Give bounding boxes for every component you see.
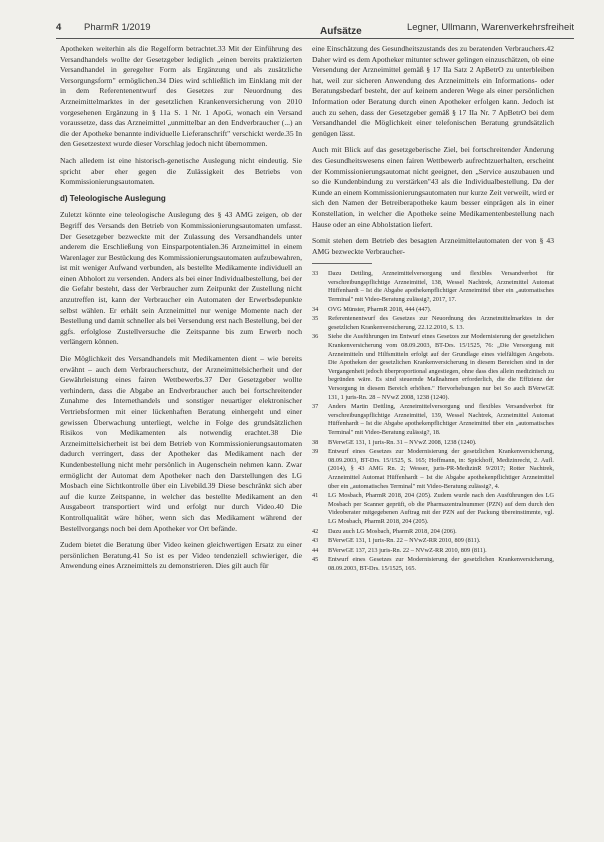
footnote-text: Anders Martin Dettling, Arzneimittelversorgung und flexibles Versandverbot für verschreibungspflichtige Arzneimittel, 139, Wessel Nachtrek, Arzneimittel Automat Hüffenhardt – Ist die Abgabe apothekenpflichtiger Arzneimittel über ein „automatisches Terminal" mit Video-Beratung zulässig?, 18. [328, 403, 554, 436]
footnote [312, 537, 554, 546]
footnote [312, 528, 554, 537]
paragraph: eine Einschätzung des Gesundheitszustands des zu beratenden Verbrauchers.42 Daher wird es dem Apotheker mitunter schwer gelingen einzuschätzen, ob eine Versendung der Arzneimittel gemäß § 17 IIa Satz 2 ApBetrO zu unterbleiben hat, weil zur sicheren Anwendung des Arzneimittels ein Informations- oder Beratungsbedarf besteht, der auf keinem anderen Wege als einer persönlichen Information oder Beratung durch einen Apotheker erfolgen kann. Jedoch ist auch zu sehen, dass der Gesetzgeber gemäß § 17 IIa Nr. 7 ApBetrO bei dem Versandhandel die Möglichkeit einer telefonischen Beratung grundsätzlich genügen lässt. [312, 44, 554, 138]
footnote-number: 42 [312, 527, 319, 535]
footnote-number: 43 [312, 537, 319, 545]
footnote [312, 439, 554, 448]
paragraph: Apotheken weiterhin als die Regelform betrachtet.33 Mit der Einführung des Versandhandels wollte der Gesetzgeber lediglich „einen bereits praktizierten Versandhandel in geregelter Form als Ergänzung und als zusätzliche Versorgungsform" ermöglichen.34 Dies wird schließlich im Einklang mit der in dem Referentenentwurf des Gesetzes zur Neuordnung des Arzneimittelmarktes in der gesetzlichen Krankenversicherung von 2010 vorgesehenen Ergänzung in § 11a S. 1 Nr. 1 ApoG, wonach ein Versand voraussetze, dass das Arzneimittel „unmittelbar an den Endverbraucher (...) an die der Apotheke benannte individuelle Lieferanschrift" verschickt werde.35 In den Gesetzestext wurde dieser Vorschlag jedoch nicht übernommen. [60, 44, 302, 149]
running-authors: Legner, Ullmann, Warenverkehrsfreiheit [406, 22, 574, 33]
footnote-text: Entwurf eines Gesetzes zur Modernisierung der gesetzlichen Krankenversicherung, 08.09.2003, BT-Drs. 15/1525, S. 165; Hoffmann, in: Spickhoff, Medizinrecht, 2. Aufl. (2014), § 43 AMG Rn. 2; Wesser, juris-PR-MedizinR 9/2017; Rotter Nachtrek, Arzneimittel Automat Hüffenhardt – Ist die Abgabe apothekenpflichtiger Arzneimittel über ein „automatisches Terminal" mit Video-Beratung zulässig?, 4. [328, 448, 554, 490]
footnote [312, 270, 554, 304]
footnote-number: 44 [312, 546, 319, 554]
footnote-text: Entwurf eines Gesetzes zur Modernisierung der gesetzlichen Krankenversicherung, 08.09.2003, BT-Drs. 15/1525, 165. [328, 556, 554, 572]
page-number: 4 [56, 22, 62, 33]
footnote-text: Siehe die Ausführungen im Entwurf eines Gesetzes zur Modernisierung der gesetzlichen Krankenversicherung vom 08.09.2003, BT-Drs. 15/1525, 76: „Die Versorgung mit Arzneimitteln und Hilfsmitteln erfolgt auf der Grundlage eines vielfältigen Angebots. Die Apotheken der gesetzlichen Krankenversicherung in diesem Bereichen sind in der Vergangenheit jedoch überproportional angestiegen, ohne dass dies allein medizinisch zu begründen wäre. Es sind steuernde Maßnahmen erforderlich, die die Effizienz der Versorgung in diesem Bereich erhöhen." Hervorhebungen nur bei So auch BVerwGE 131, 1 juris-Rn. 28 – NVwZ 2008, 1238 (1240). [328, 333, 554, 401]
running-header [56, 22, 574, 36]
footnote-number: 45 [312, 556, 319, 564]
paragraph: Somit stehen dem Betrieb des besagten Arzneimittelautomaten der von § 43 AMG bezweckte Verbraucher- [312, 236, 554, 256]
subheading: d) Teleologische Auslegung [60, 193, 166, 203]
footnote [312, 315, 554, 332]
footnote-number: 37 [312, 403, 319, 411]
footnote-number: 35 [312, 315, 319, 323]
footnote-number: 39 [312, 448, 319, 456]
paragraph: Zuletzt könnte eine teleologische Auslegung des § 43 AMG zeigen, ob der Begriff des Versands den Betrieb von Kommissionierungsautomaten umfasst. Der Gesetzgeber bezweckte mit der Zulassung des Versandhandels unter anderem die Erschließung von Einsparpotentialen.36 Arzneimittel in einem Warenlager zur Bestückung des Kommissionierungsautomaten aufzubewahren, ist mit weniger Aufwand verbunden, als bestellte Medikamente individuell an einen Abholort zu versenden. Anders als bei einer Individualbestellung, bei der die Gefahr besteht, dass der Verbraucher zum Zeitpunkt der Zustellung nicht anzutreffen ist, kann der Verbraucher ein Automaten der Erwerbsdepunkte selbst wählen. Er erhält sein Arzneimittel nur wenige Momente nach der Bestellung und damit schneller als bei Versendung erst nach Bestellung, bei der ggfs. erfolglose Zustellversuche die Zeitspanne bis zum Erwerb noch verlängern können. [60, 210, 302, 347]
footnote-number: 36 [312, 333, 319, 341]
paragraph: Nach alledem ist eine historisch-genetische Auslegung nicht eindeutig. Sie spricht aber eher gegen die Zulässigkeit des Betriebs von Kommissionierungsautomaten. [60, 155, 302, 187]
footnote-text: OVG Münster, PharmR 2018, 444 (447). [328, 305, 432, 313]
footnote-list [312, 270, 554, 573]
footnote-number: 38 [312, 438, 319, 446]
section-title: Aufsätze [320, 26, 362, 37]
paragraph: Die Möglichkeit des Versandhandels mit Medikamenten dient – wie bereits erwähnt – auch dem Verbraucherschutz, der Arzneimittelsicherheit und der Gewährleistung eines fairen Wettbewerbs.37 Der Gesetzgeber wollte verhindern, dass die Abgabe an Endverbraucher auch bei fortschreitender Zunahme des Internethandels und sonstiger neuartiger elektronischer Vertriebsformen mit einer lückenhaften Beratung einhergeht und einer gewissen Überwachung unterliegt, welche in Folge des grundsätzlichen Risikos von Medikamenten als notwendig erachtet.38 Die Arzneimittelsicherheit ist bei dem Betrieb von Kommissionierungsautomaten dadurch verringert, dass der Apotheker das Medikament nach der Kundenbestellung nicht mehr persönlich in Augenschein nehmen kann. Zwar ermöglicht der Automat dem Apotheker nach den Darstellungen des LG Mosbach eine Sichtkontrolle über ein Livebild.39 Diese beschränkt sich aber auf die kurze Zeitspanne, in welcher das bestellte Medikament an den Ausgabeort transportiert wird und erfolgt nur durch Video.40 Die Kontrollqualität wäre höher, wenn sich das Medikament während der Bestellvorgangs noch bei dem Apotheker vor Ort befände. [60, 354, 302, 533]
footnote [312, 306, 554, 315]
right-column [312, 44, 554, 574]
footnote-text: Referentenentwurf des Gesetzes zur Neuordnung des Arzneimittelmarktes in der gesetzlichen Krankenversicherung, 22.12.2010, S. 13. [328, 315, 554, 331]
footnote [312, 448, 554, 491]
paragraph: Auch mit Blick auf das gesetzgeberische Ziel, bei fortschreitender Änderung des Gesundheitswesens einen fairen Wettbewerb aufrechtzuerhalten, erscheint der Kommissionierungsautomat nicht geeignet, den „Service auszubauen und so die Kundenbindung zu verstärken"43 als die Individualbestellung. Da der Kunde an einem Kommissionierungsautomaten nur kurze Zeit verweilt, wird er sich den Namen der Betreiberapotheke kaum besser einprägen als in einer Konstellation, in welcher die Apotheke seine Medikamentenbestellung nach Hause oder an eine Abholstation liefert. [312, 145, 554, 229]
footnote-text: Dazu Dettling, Arzneimittelversorgung und flexibles Versandverbot für verschreibungspflichtige Arzneimittel, 138, Wessel Nachtrek, Arzneimittel Automat Hüffenhardt – Ist die Abgabe apothekenpflichtiger Arzneimittel über ein „automatisches Terminal" mit Video-Beratung zulässig?, 2017, 17. [328, 270, 554, 304]
header-rule [56, 38, 574, 39]
footnote-number: 34 [312, 305, 319, 313]
footnote [312, 492, 554, 526]
journal-issue: PharmR 1/2019 [84, 22, 151, 33]
footnote-text: BVerwGE 137, 213 juris-Rn. 22 – NVwZ-RR 2010, 809 (811). [328, 546, 487, 554]
footnote-number: 33 [312, 270, 319, 278]
footnote-text: BVerwGE 131, 1 juris-Rn. 31 – NVwZ 2008, 1238 (1240). [328, 438, 477, 446]
footnote [312, 547, 554, 556]
footnote [312, 333, 554, 402]
footnote [312, 403, 554, 437]
footnote-number: 41 [312, 492, 319, 500]
footnote-text: Dazu auch LG Mosbach, PharmR 2018, 204 (206). [328, 527, 457, 535]
left-column [60, 44, 302, 578]
footnote-text: BVerwGE 131, 1 juris-Rn. 22 – NVwZ-RR 2010, 809 (811). [328, 537, 481, 545]
paragraph: Zudem bietet die Beratung über Video keinen gleichwertigen Ersatz zu einer persönlichen Beratung.41 So ist es per Video tendenziell schwieriger, die Anwendung eines Arzneimittels zu demonstrieren. Dies gilt auch für [60, 540, 302, 571]
footnote-text: LG Mosbach, PharmR 2018, 204 (205). Zudem wurde nach den Ausführungen des LG Mosbach per Scanner geprüft, ob die Pharmazentralnummer (PZN) auf dem durch den Videoberater mitgegebenen Auftrag mit der PZN auf der Packung übereinstimmte, vgl. LG Mosbach, PharmR 2018, 204 (205). [328, 492, 554, 525]
footnote-separator [312, 263, 372, 264]
footnote [312, 556, 554, 573]
